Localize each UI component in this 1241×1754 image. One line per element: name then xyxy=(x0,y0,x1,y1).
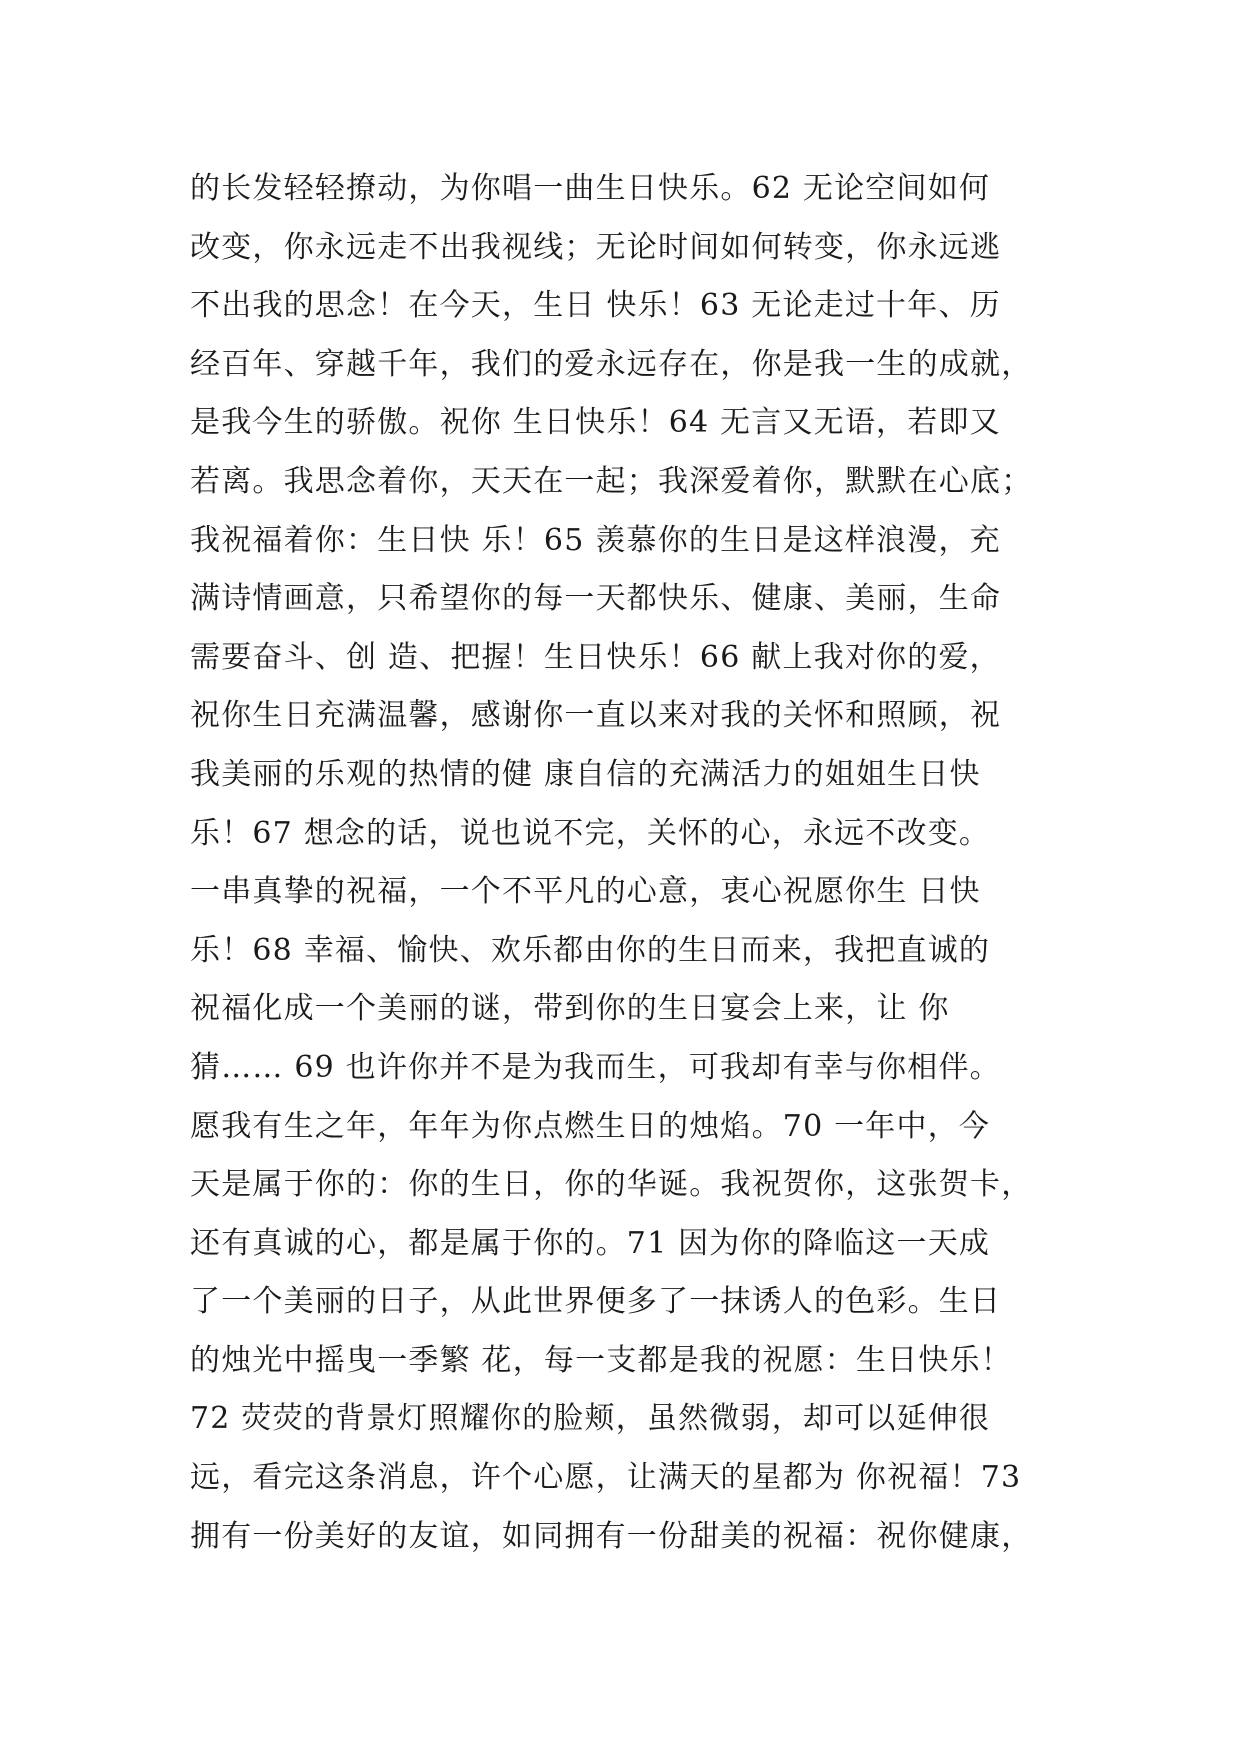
text-line: 若离。我思念着你，天天在一起；我深爱着你，默默在心底； xyxy=(190,463,1033,499)
text-line: 是我今生的骄傲。祝你 生日快乐！64 无言又无语，若即又 xyxy=(190,405,1001,441)
text-line: 改变，你永远走不出我视线；无论时间如何转变，你永远逃 xyxy=(190,229,1002,265)
text-line: 需要奋斗、创 造、把握！生日快乐！66 献上我对你的爱， xyxy=(190,639,1001,675)
text-line: 乐！68 幸福、愉快、欢乐都由你的生日而来，我把直诚的 xyxy=(190,932,991,968)
text-line: 不出我的思念！在今天，生日 快乐！63 无论走过十年、历 xyxy=(190,288,1001,324)
text-line: 祝福化成一个美丽的谜，带到你的生日宴会上来，让 你 xyxy=(190,991,950,1027)
text-line: 猜…… 69 也许你并不是为我而生，可我却有幸与你相伴。 xyxy=(190,1049,1001,1085)
text-line: 经百年、穿越千年，我们的爱永远存在，你是我一生的成就， xyxy=(190,346,1033,382)
text-line: 一串真挚的祝福，一个不平凡的心意，衷心祝愿你生 日快 xyxy=(190,874,981,910)
text-line: 乐！67 想念的话，说也说不完，关怀的心，永远不改变。 xyxy=(190,815,991,851)
text-line: 拥有一份美好的友谊，如同拥有一份甜美的祝福：祝你健康， xyxy=(190,1518,1033,1554)
text-line: 我祝福着你：生日快 乐！65 羡慕你的生日是这样浪漫，充 xyxy=(190,522,1001,558)
text-line: 的长发轻轻撩动，为你唱一曲生日快乐。62 无论空间如何 xyxy=(190,171,991,206)
text-line: 72 荧荧的背景灯照耀你的脸颊，虽然微弱，却可以延伸很 xyxy=(190,1401,991,1437)
text-line: 远，看完这条消息，许个心愿，让满天的星都为 你祝福！73 xyxy=(190,1460,1022,1496)
text-line: 天是属于你的：你的生日，你的华诞。我祝贺你，这张贺卡， xyxy=(190,1167,1033,1203)
text-line: 祝你生日充满温馨，感谢你一直以来对我的关怀和照顾，祝 xyxy=(190,698,1002,734)
text-line: 我美丽的乐观的热情的健 康自信的充满活力的姐姐生日快 xyxy=(190,756,981,792)
text-line: 了一个美丽的日子，从此世界便多了一抹诱人的色彩。生日 xyxy=(190,1284,1002,1320)
text-line: 满诗情画意，只希望你的每一天都快乐、健康、美丽，生命 xyxy=(190,581,1002,617)
text-line: 愿我有生之年，年年为你点燃生日的烛焰。70 一年中，今 xyxy=(190,1108,991,1144)
body-text xyxy=(190,160,1070,1566)
text-line: 还有真诚的心，都是属于你的。71 因为你的降临这一天成 xyxy=(190,1225,991,1261)
text-line: 的烛光中摇曳一季繁 花，每一支都是我的祝愿：生日快乐！ xyxy=(190,1342,1012,1378)
